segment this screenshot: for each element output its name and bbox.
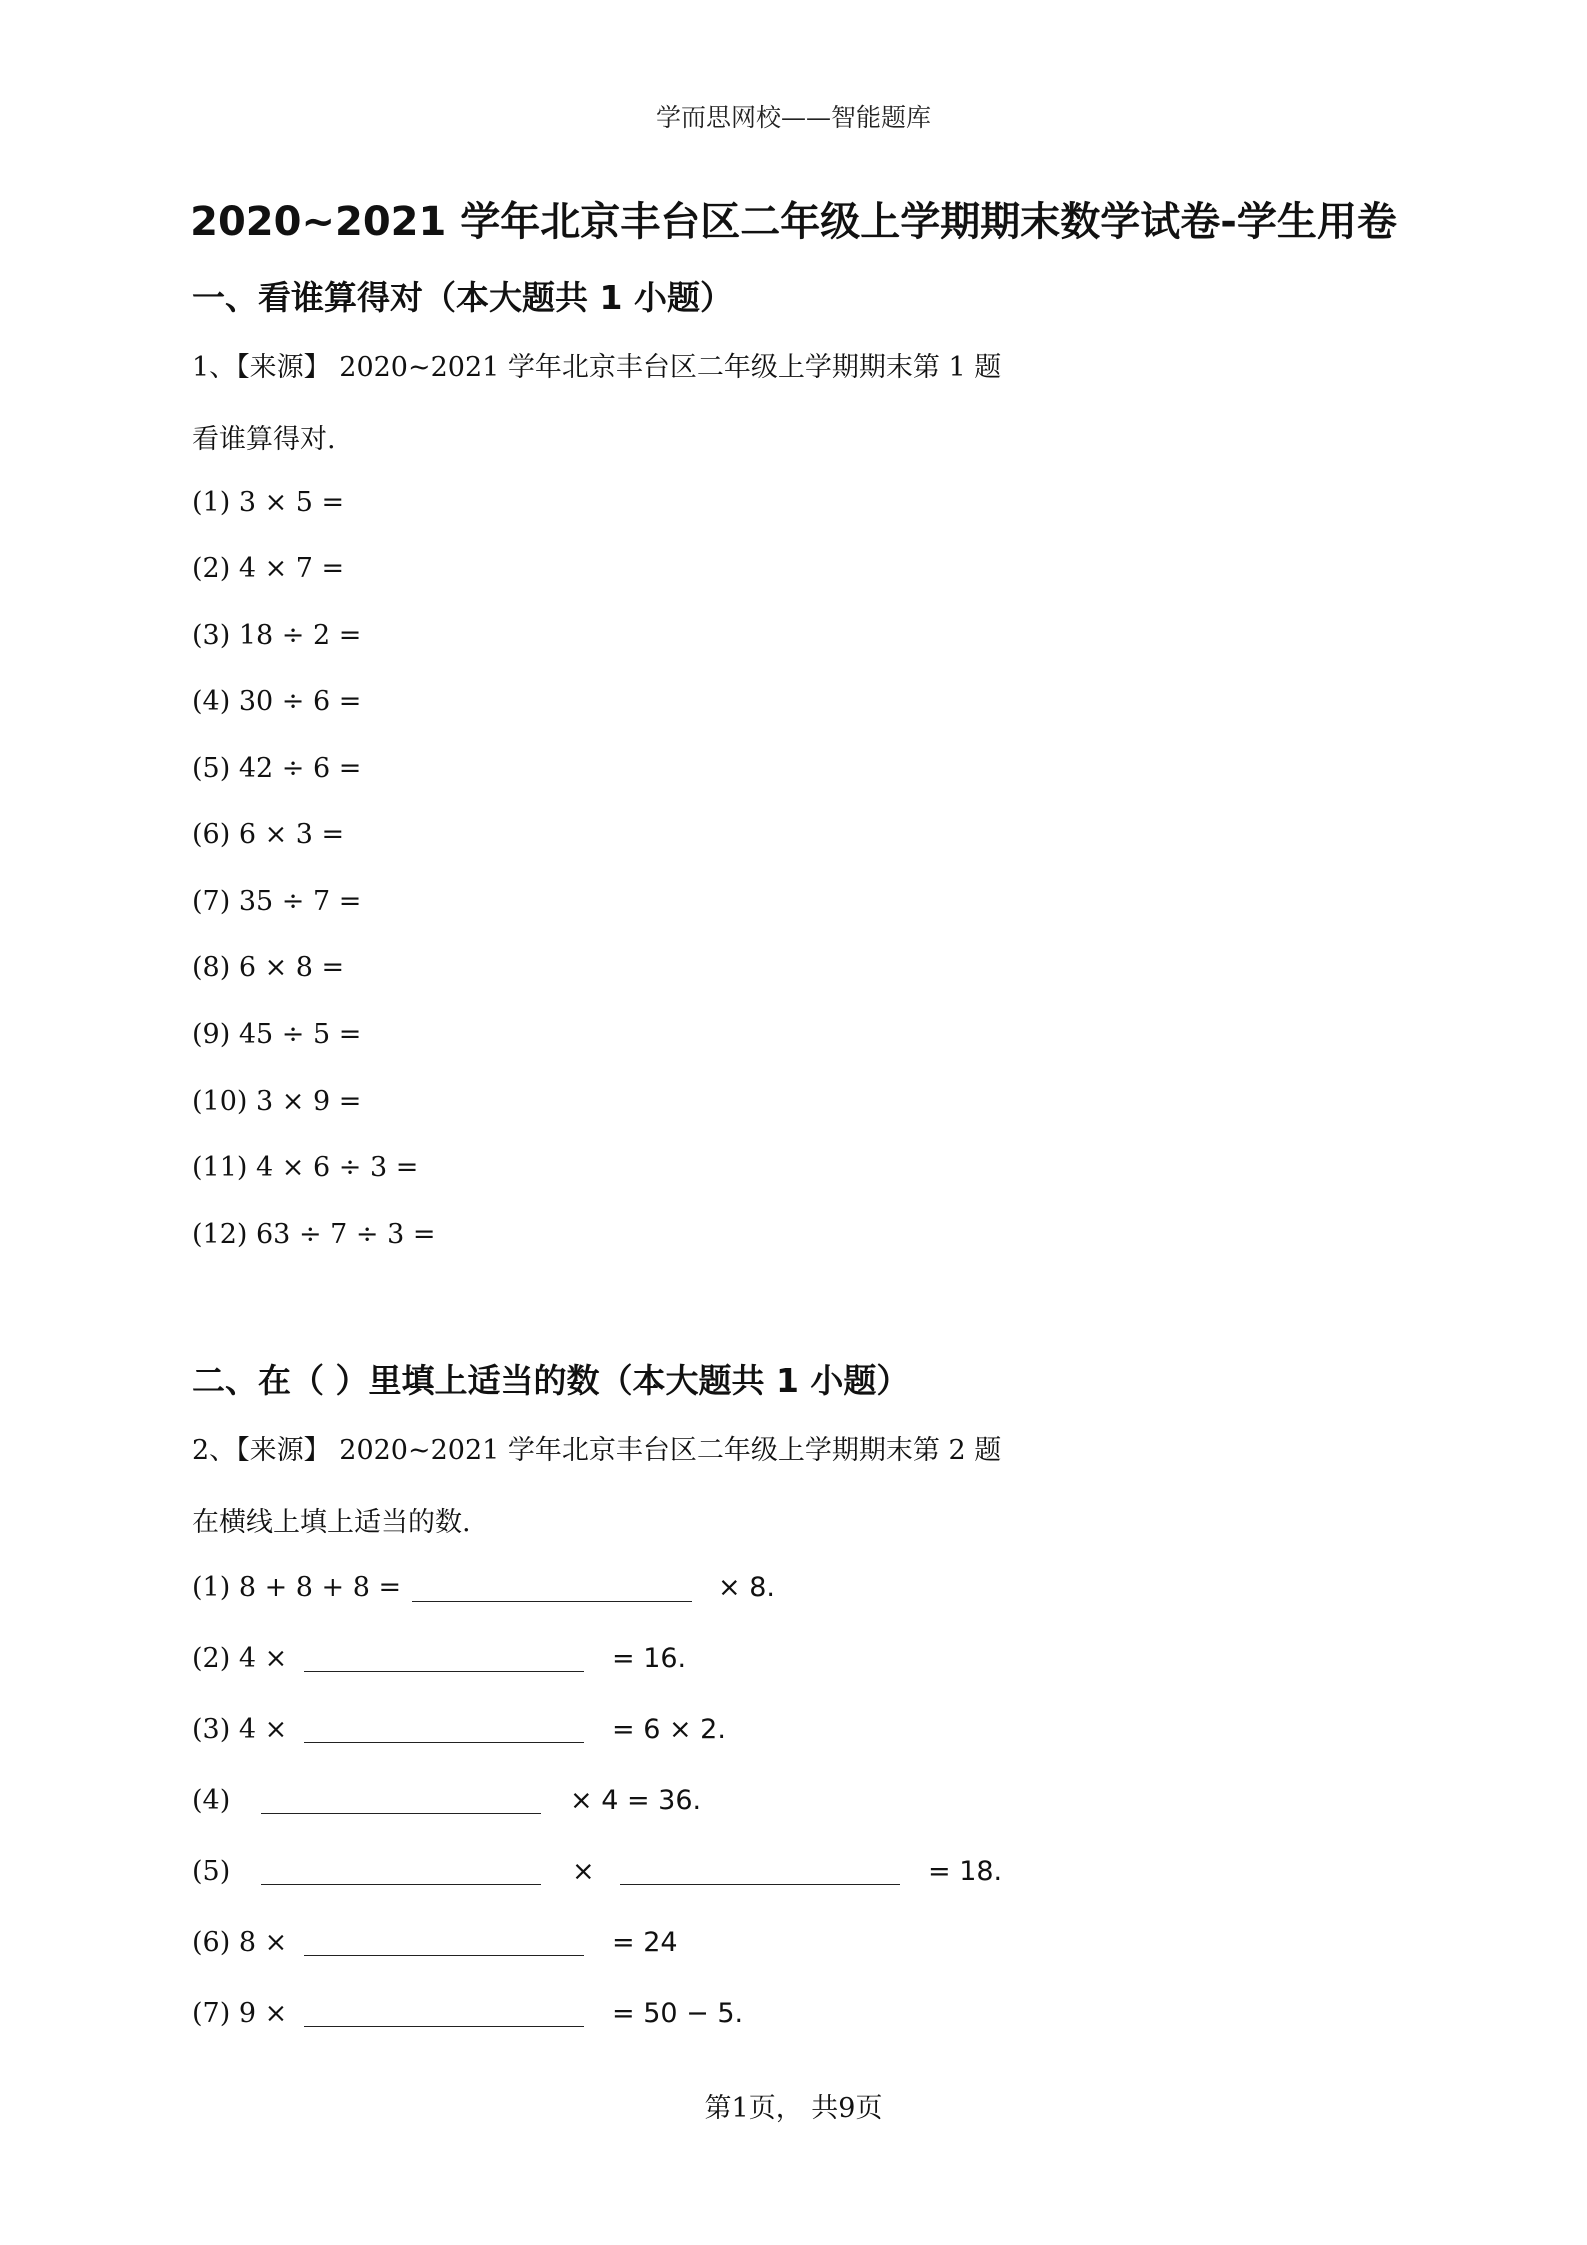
fill-item-label: (4) bbox=[192, 1785, 231, 1816]
fill-item-suffix: = 50 − 5. bbox=[612, 1998, 744, 2029]
calc-item: (8) 6 × 8 = bbox=[192, 952, 345, 983]
calc-item: (6) 6 × 3 = bbox=[192, 819, 345, 850]
fill-item-label: (1) 8 + 8 + 8 = bbox=[192, 1572, 402, 1603]
fill-item-suffix: × 8. bbox=[718, 1572, 775, 1603]
question-2-source: 2、【来源】 2020~2021 学年北京丰台区二年级上学期期末第 2 题 bbox=[192, 1435, 1002, 1466]
answer-blank[interactable] bbox=[261, 1862, 541, 1885]
section-2-heading: 二、在（ ）里填上适当的数（本大题共 1 小题） bbox=[192, 1361, 910, 1400]
calc-item: (3) 18 ÷ 2 = bbox=[192, 620, 362, 651]
calc-item: (4) 30 ÷ 6 = bbox=[192, 686, 362, 717]
calc-item: (10) 3 × 9 = bbox=[192, 1086, 362, 1117]
fill-item-4 bbox=[192, 1785, 230, 1816]
answer-blank[interactable] bbox=[304, 1933, 584, 1956]
question-1-source: 1、【来源】 2020~2021 学年北京丰台区二年级上学期期末第 1 题 bbox=[192, 352, 1002, 383]
calc-item: (1) 3 × 5 = bbox=[192, 487, 345, 518]
fill-item-suffix: = 6 × 2. bbox=[612, 1714, 726, 1745]
answer-blank[interactable] bbox=[620, 1862, 900, 1885]
calc-item: (9) 45 ÷ 5 = bbox=[192, 1019, 362, 1050]
calc-item: (2) 4 × 7 = bbox=[192, 553, 345, 584]
page-title: 2020~2021 学年北京丰台区二年级上学期期末数学试卷-学生用卷 bbox=[190, 199, 1397, 245]
fill-item-label: (6) 8 × bbox=[192, 1927, 288, 1958]
calc-item: (7) 35 ÷ 7 = bbox=[192, 886, 362, 917]
fill-item-mid: × bbox=[572, 1856, 595, 1887]
answer-blank[interactable] bbox=[261, 1791, 541, 1814]
fill-item-suffix: = 16. bbox=[612, 1643, 687, 1674]
section-1-heading: 一、看谁算得对（本大题共 1 小题） bbox=[192, 278, 733, 317]
fill-item-label: (5) bbox=[192, 1856, 231, 1887]
page-header: 学而思网校——智能题库 bbox=[655, 103, 931, 132]
fill-item-label: (3) 4 × bbox=[192, 1714, 288, 1745]
answer-blank[interactable] bbox=[412, 1579, 692, 1602]
calc-item: (11) 4 × 6 ÷ 3 = bbox=[192, 1152, 419, 1183]
fill-item-2 bbox=[192, 1643, 287, 1674]
question-1-instruction: 看谁算得对. bbox=[192, 424, 336, 455]
fill-item-6 bbox=[192, 1927, 287, 1958]
calc-item: (12) 63 ÷ 7 ÷ 3 = bbox=[192, 1219, 436, 1250]
answer-blank[interactable] bbox=[304, 1720, 584, 1743]
answer-blank[interactable] bbox=[304, 1649, 584, 1672]
fill-item-3 bbox=[192, 1714, 287, 1745]
question-2-instruction: 在横线上填上适当的数. bbox=[192, 1507, 471, 1538]
fill-item-5 bbox=[192, 1856, 230, 1887]
page-footer: 第1页， 共9页 bbox=[704, 2093, 883, 2124]
fill-item-1 bbox=[192, 1572, 401, 1603]
fill-item-label: (7) 9 × bbox=[192, 1998, 288, 2029]
fill-item-label: (2) 4 × bbox=[192, 1643, 288, 1674]
fill-item-7 bbox=[192, 1998, 287, 2029]
fill-item-suffix: = 18. bbox=[928, 1856, 1003, 1887]
fill-item-suffix: = 24 bbox=[612, 1927, 678, 1958]
answer-blank[interactable] bbox=[304, 2004, 584, 2027]
calc-item: (5) 42 ÷ 6 = bbox=[192, 753, 362, 784]
fill-item-suffix: × 4 = 36. bbox=[570, 1785, 702, 1816]
